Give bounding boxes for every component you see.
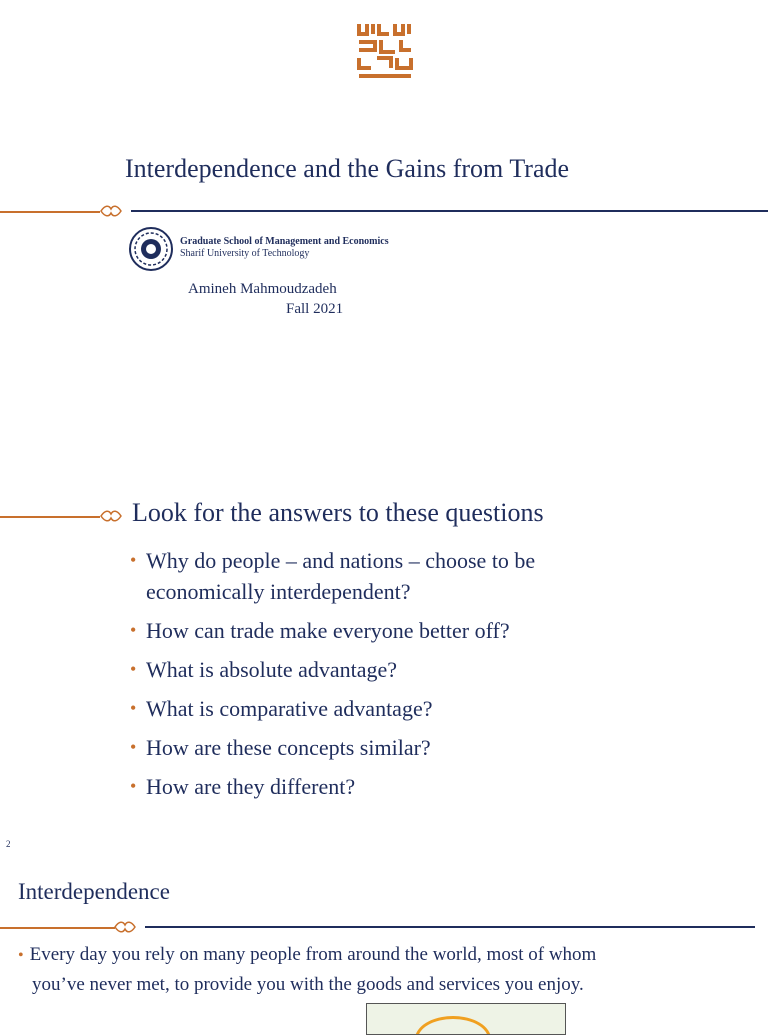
term: Fall 2021: [286, 301, 344, 317]
slide-title: Interdependence and the Gains from Trade: [125, 154, 570, 183]
divider-navy: [145, 926, 755, 928]
university-name: Sharif University of Technology: [180, 248, 310, 259]
ornament-icon: [113, 918, 137, 936]
slide-image: [366, 1003, 566, 1035]
paragraph-line: you’ve never met, to provide you with the goods and services you enjoy.: [32, 974, 584, 995]
divider-orange: [0, 211, 100, 213]
image-graphic: [415, 1016, 491, 1035]
divider-orange: [0, 516, 100, 518]
list-item: • How are these concepts similar?: [130, 732, 650, 763]
bullet-dot: •: [18, 947, 24, 964]
list-item: • How can trade make everyone better off?: [130, 615, 650, 646]
bullet-paragraph: [18, 940, 758, 999]
ornament-icon: [99, 507, 123, 525]
ornament-icon: [99, 202, 123, 220]
paragraph-line: Every day you rely on many people from around the world, most of whom: [29, 944, 597, 965]
list-item: • What is comparative advantage?: [130, 693, 650, 724]
university-seal-icon: [128, 226, 174, 272]
list-item: • What is absolute advantage?: [130, 654, 650, 685]
divider-orange: [0, 927, 115, 929]
divider-navy: [131, 210, 768, 212]
question-list: [130, 545, 650, 810]
calligraphy-logo-icon: [355, 20, 415, 80]
list-item: • How are they different?: [130, 771, 650, 802]
section-title: Look for the answers to these questions: [132, 498, 544, 527]
list-item: • Why do people – and nations – choose to be economically interdependent?: [130, 545, 650, 607]
school-name: Graduate School of Management and Economics: [180, 236, 389, 247]
author-name: Amineh Mahmoudzadeh: [188, 281, 337, 297]
page-number: 2: [6, 839, 11, 849]
slide-title: Interdependence: [18, 879, 170, 904]
